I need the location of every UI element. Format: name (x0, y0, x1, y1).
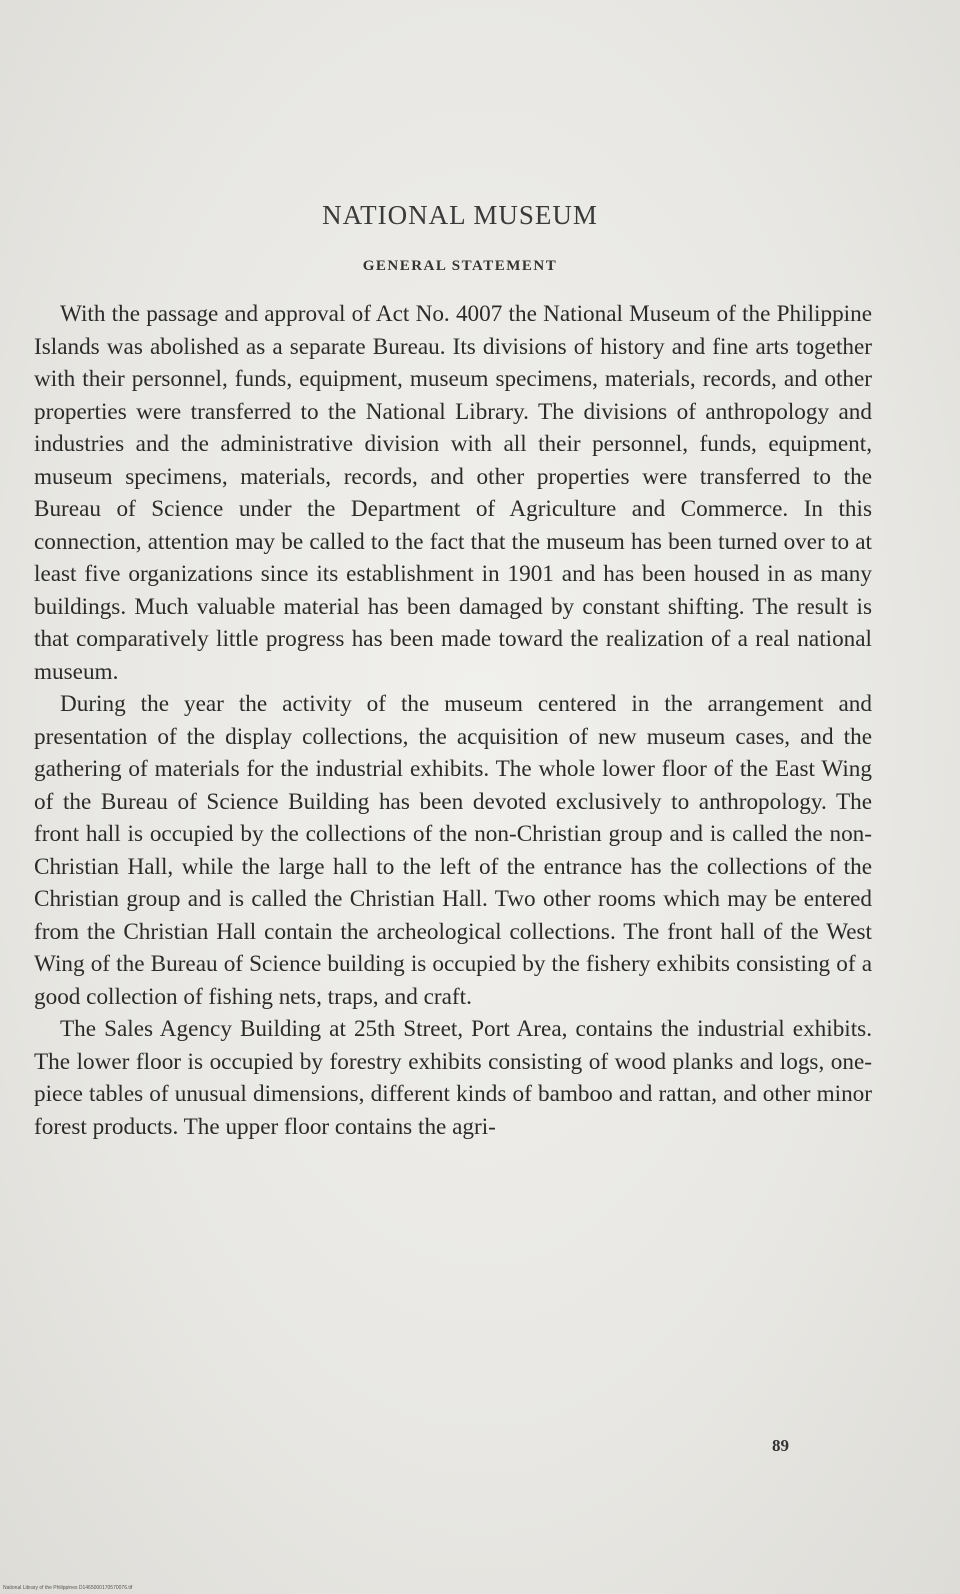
page-number: 89 (772, 1436, 789, 1455)
paragraph-1: With the passage and approval of Act No. 4007 the National Museum of the Philippine Islands was abolished as a separate Bureau. Its divisions of history and fine arts together with their personnel, funds, equipment, museum specimens, materials, records, and other properties were transferred to the National Library. The divisions of anthropology and industries and the administrative division with all their personnel, funds, equipment, museum specimens, materials, records, and other properties were transferred to the Bureau of Science under the Department of Agriculture and Commerce. In this connection, attention may be called to the fact that the museum has been turned over to at least five organizations since its establishment in 1901 and has been housed in as many buildings. Much valuable material has been damaged by constant shifting. The result is that comparatively little progress has been made toward the realization of a real national museum. (34, 301, 872, 685)
paragraph-2: During the year the activity of the museum centered in the arrangement and presentation of the display collections, the acquisition of new museum cases, and the gathering of materials for the industrial exhibits. The whole lower floor of the East Wing of the Bureau of Science Building has been devoted exclusively to anthropology. The front hall is occupied by the collections of the non-Christian group and is called the non-Christian Hall, while the large hall to the left of the entrance has the collections of the Christian group and is called the Christian Hall. Two other rooms which may be entered from the Christian Hall contain the archeological collections. The front hall of the West Wing of the Bureau of Science building is occupied by the fishery exhibits consisting of a good collection of fishing nets, traps, and craft. (34, 691, 872, 1010)
page-title: NATIONAL MUSEUM (322, 200, 598, 230)
section-heading: GENERAL STATEMENT (362, 258, 558, 274)
scan-credit: National Library of the Philippines D1465000170570076.tif (3, 1585, 133, 1591)
body-text (34, 298, 872, 1143)
paragraph-3: The Sales Agency Building at 25th Street, Port Area, contains the industrial exhibits. The lower floor is occupied by forestry exhibits consisting of wood planks and logs, one-piece tables of unusual dimensions, different kinds of bamboo and rattan, and other minor forest products. The upper floor contains the agri- (34, 1016, 872, 1140)
